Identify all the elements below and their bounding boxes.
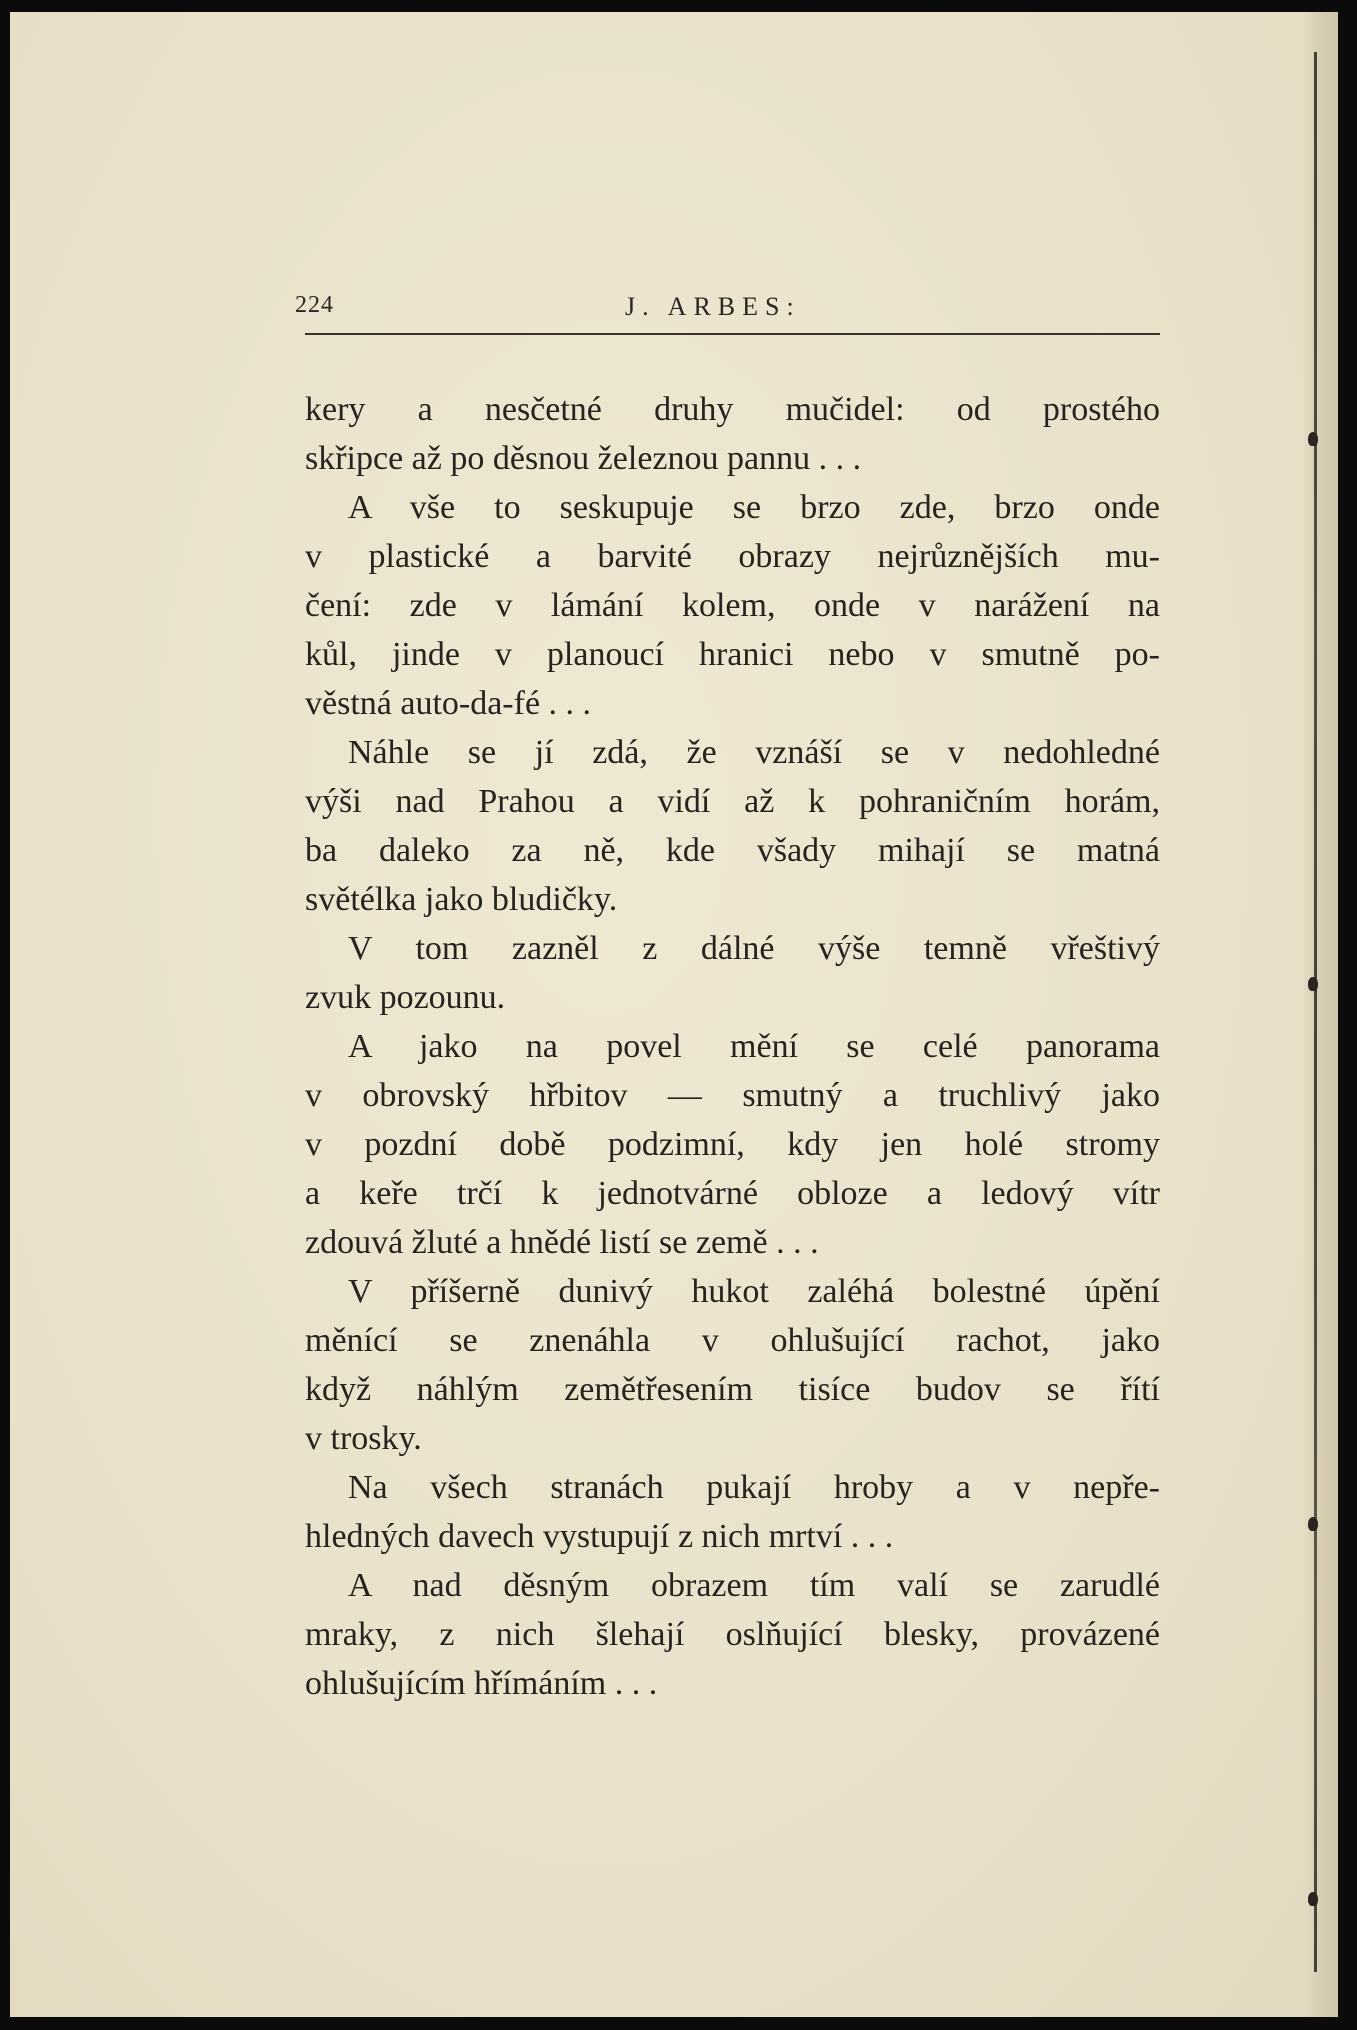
text-line: A nad děsným obrazem tím valí se zarudlé <box>348 1567 1160 1604</box>
text-line: A vše to seskupuje se brzo zde, brzo onde <box>348 489 1160 526</box>
text-line: v plastické a barvité obrazy nejrůznějších mu- <box>305 538 1160 575</box>
text-line: když náhlým zemětřesením tisíce budov se řítí <box>305 1371 1160 1408</box>
text-line: mraky, z nich šlehají oslňující blesky, provázené <box>305 1616 1160 1653</box>
text-line: světélka jako bludičky. <box>305 881 618 918</box>
text-line: zdouvá žluté a hnědé listí se země . . . <box>305 1224 819 1261</box>
binding-edge <box>1314 52 1317 1972</box>
text-line: v trosky. <box>305 1420 422 1457</box>
text-line: hledných davech vystupují z nich mrtví . . . <box>305 1518 894 1555</box>
binding-mark <box>1308 977 1318 991</box>
header-rule <box>305 333 1160 335</box>
text-line: A jako na povel mění se celé panorama <box>348 1028 1160 1065</box>
text-line: věstná auto-da-fé . . . <box>305 685 592 722</box>
page-header <box>295 292 1155 332</box>
text-line: zvuk pozounu. <box>305 979 506 1016</box>
text-line: ohlušujícím hřímáním . . . <box>305 1665 658 1702</box>
text-line: Náhle se jí zdá, že vznáší se v nedohledné <box>348 734 1160 771</box>
text-line: Na všech stranách pukají hroby a v nepře- <box>348 1469 1160 1506</box>
text-line: V příšerně dunivý hukot zaléhá bolestné úpění <box>348 1273 1160 1310</box>
text-line: výši nad Prahou a vidí až k pohraničním horám, <box>305 783 1160 820</box>
page-gutter <box>1304 12 1338 2017</box>
body-text <box>305 385 1160 1708</box>
text-line: v obrovský hřbitov — smutný a truchlivý jako <box>305 1077 1160 1114</box>
binding-mark <box>1308 1517 1318 1531</box>
page-number: 224 <box>295 292 334 318</box>
text-line: kery a nesčetné druhy mučidel: od prostého <box>305 391 1160 428</box>
binding-mark <box>1308 432 1318 446</box>
text-line: čení: zde v lámání kolem, onde v narážení na <box>305 587 1160 624</box>
text-line: a keře trčí k jednotvárné obloze a ledový vítr <box>305 1175 1160 1212</box>
text-line: měnící se znenáhla v ohlušující rachot, jako <box>305 1322 1160 1359</box>
text-line: ba daleko za ně, kde všady mihají se matná <box>305 832 1160 869</box>
text-line: skřipce až po děsnou železnou pannu . . . <box>305 440 862 477</box>
text-line: v pozdní době podzimní, kdy jen holé stromy <box>305 1126 1160 1163</box>
binding-mark <box>1308 1892 1318 1906</box>
text-line: kůl, jinde v planoucí hranici nebo v smutně po- <box>305 636 1160 673</box>
text-line: V tom zazněl z dálné výše temně vřeštivý <box>348 930 1160 967</box>
running-head: J. ARBES: <box>625 292 801 321</box>
